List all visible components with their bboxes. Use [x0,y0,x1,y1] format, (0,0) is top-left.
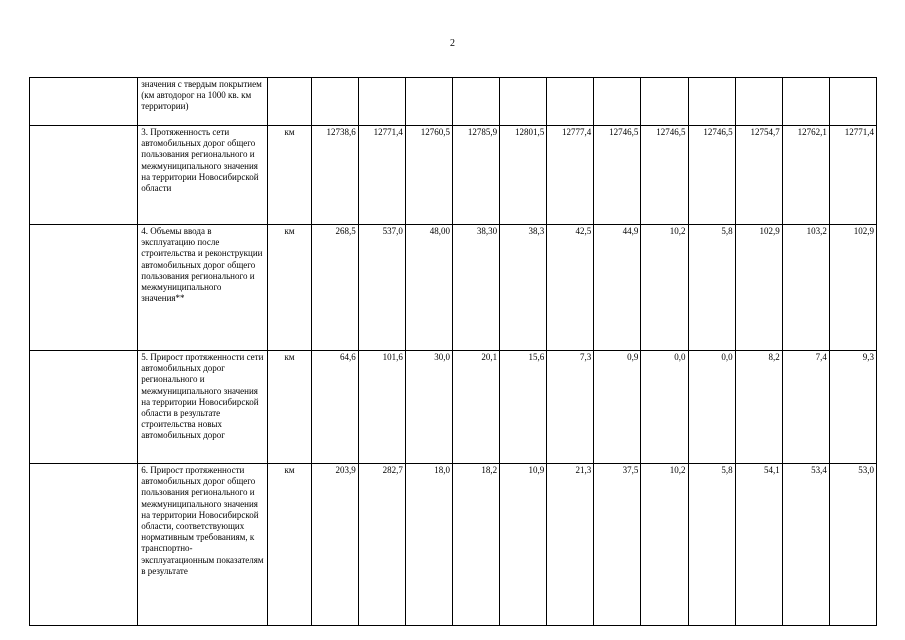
value-cell [500,78,547,126]
unit-cell [267,78,311,126]
value-cell: 12760,5 [405,126,452,225]
value-cell: 0,0 [641,351,688,464]
value-cell: 537,0 [358,225,405,351]
table-row [30,126,877,225]
value-cell: 10,9 [500,464,547,626]
value-cell: 101,6 [358,351,405,464]
value-cell [405,78,452,126]
blank-cell [30,126,138,225]
value-cell: 282,7 [358,464,405,626]
table-row [30,78,877,126]
value-cell: 7,4 [782,351,829,464]
indicator-name-cell: значения с твердым покрытием (км автодорог на 1000 кв. км территории) [138,78,267,126]
value-cell: 42,5 [547,225,594,351]
indicator-name-cell: 4. Объемы ввода в эксплуатацию после строительства и реконструкции автомобильных дорог общего пользования регионального и межмуниципального значения** [138,225,267,351]
value-cell [641,78,688,126]
value-cell: 53,0 [829,464,876,626]
value-cell: 48,00 [405,225,452,351]
value-cell: 12762,1 [782,126,829,225]
value-cell: 10,2 [641,464,688,626]
unit-cell: км [267,351,311,464]
unit-cell: км [267,464,311,626]
value-cell: 21,3 [547,464,594,626]
blank-cell [30,225,138,351]
page-number: 2 [450,38,455,49]
unit-cell: км [267,225,311,351]
value-cell: 18,0 [405,464,452,626]
value-cell: 12746,5 [641,126,688,225]
value-cell [311,78,358,126]
value-cell: 18,2 [452,464,499,626]
table-row [30,351,877,464]
value-cell [547,78,594,126]
value-cell: 53,4 [782,464,829,626]
value-cell: 12746,5 [688,126,735,225]
value-cell: 103,2 [782,225,829,351]
value-cell: 12738,6 [311,126,358,225]
value-cell: 15,6 [500,351,547,464]
value-cell: 38,3 [500,225,547,351]
blank-cell [30,464,138,626]
value-cell: 0,0 [688,351,735,464]
unit-cell: км [267,126,311,225]
indicators-table [29,77,877,626]
value-cell: 102,9 [829,225,876,351]
value-cell: 64,6 [311,351,358,464]
value-cell: 12785,9 [452,126,499,225]
value-cell: 12771,4 [358,126,405,225]
value-cell [782,78,829,126]
value-cell: 54,1 [735,464,782,626]
value-cell: 12771,4 [829,126,876,225]
value-cell [594,78,641,126]
indicator-name-cell: 6. Прирост протяженности автомобильных дорог общего пользования регионального и межмуниципального значения на территории Новосибирской области, соответствующих нормативным требованиям, к транспортно-эксплуатационным показателям в результате [138,464,267,626]
value-cell: 102,9 [735,225,782,351]
value-cell: 9,3 [829,351,876,464]
value-cell: 5,8 [688,464,735,626]
value-cell: 0,9 [594,351,641,464]
value-cell [735,78,782,126]
blank-cell [30,78,138,126]
table-row [30,225,877,351]
indicator-name-cell: 3. Протяженность сети автомобильных дорог общего пользования регионального и межмуниципального значения на территории Новосибирской области [138,126,267,225]
value-cell [829,78,876,126]
indicator-name-cell: 5. Прирост протяженности сети автомобильных дорог регионального и межмуниципального значения на территории Новосибирской области в результате строительства новых автомобильных дорог [138,351,267,464]
value-cell: 8,2 [735,351,782,464]
value-cell: 20,1 [452,351,499,464]
value-cell: 12801,5 [500,126,547,225]
value-cell [452,78,499,126]
value-cell [688,78,735,126]
value-cell: 5,8 [688,225,735,351]
value-cell: 37,5 [594,464,641,626]
value-cell: 12746,5 [594,126,641,225]
value-cell: 7,3 [547,351,594,464]
value-cell: 12777,4 [547,126,594,225]
value-cell: 12754,7 [735,126,782,225]
value-cell: 10,2 [641,225,688,351]
value-cell: 268,5 [311,225,358,351]
value-cell: 38,30 [452,225,499,351]
value-cell: 44,9 [594,225,641,351]
value-cell: 30,0 [405,351,452,464]
blank-cell [30,351,138,464]
table-row [30,464,877,626]
value-cell: 203,9 [311,464,358,626]
value-cell [358,78,405,126]
